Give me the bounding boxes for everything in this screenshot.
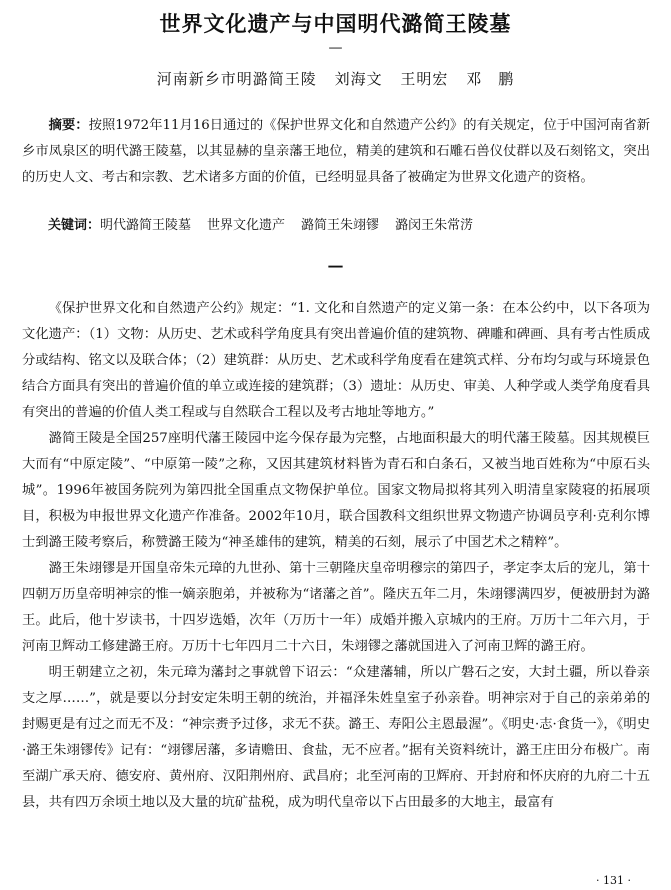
keyword-item: 潞闵王朱常淓 [395,218,474,233]
abstract-label: 摘要： [48,118,89,133]
page-number: · 131 · [596,874,631,887]
keyword-item: 世界文化遗产 [207,218,286,233]
keywords [22,213,650,239]
body-paragraph: 潞王朱翊镠是开国皇帝朱元璋的九世孙、第十三朝隆庆皇帝明穆宗的第四子，孝定李太后的宠儿，第十四朝万历皇帝明神宗的惟一嫡亲胞弟，并被称为“诸藩之首”。隆庆五年二月，朱翊镠满四岁，便被册封为潞王。此后，他十岁读书，十四岁选婚，次年（万历十一年）成婚并搬入京城内的王府。万历十二年六月，于河南卫辉动工修建潞王府。万历十七年四月二十六日，朱翊镠之藩就国进入了河南卫辉的潞王府。 [22,561,650,654]
article-title: 世界文化遗产与中国明代潞简王陵墓 [159,11,512,36]
author-line [0,68,671,89]
author-name: 王明宏 [400,70,449,88]
author-affiliation: 河南新乡市明潞简王陵 [156,70,317,88]
body-paragraph: 潞简王陵是全国257座明代藩王陵园中迄今保存最为完整，占地面积最大的明代藩王陵墓。因其规模巨大而有“中原定陵”、“中原第一陵”之称，又因其建筑材料皆为青石和白条石，又被当地百姓称为“中原石头城”。1996年被国务院列为第四批全国重点文物保护单位。国家文物局拟将其列入明清皇家陵寝的拓展项目，积极为申报世界文化遗产作准备。2002年10月，联合国教科文组织世界文物遗产协调员亨利·克利尔博士到潞王陵考察后，称赞潞王陵为“神圣雄伟的建筑，精美的石刻，展示了中国艺术之精粹”。 [22,431,650,550]
author-name: 刘海文 [334,70,383,88]
abstract-text: 按照1972年11月16日通过的《保护世界文化和自然遗产公约》的有关规定，位于中国河南省新乡市凤泉区的明代潞王陵墓，以其显赫的皇亲藩王地位，精美的建筑和石雕石兽仪仗群以及石刻铭文，突出的历史人文、考古和宗教、艺术诸多方面的价值，已经明显具备了被确定为世界文化遗产的资格。 [22,118,650,185]
keywords-label: 关键词： [48,218,101,233]
body-paragraph: 明王朝建立之初，朱元璋为藩封之事就曾下诏云：“众建藩辅，所以广磐石之安，大封土疆，所以眷亲支之厚……”，就是要以分封安定朱明王朝的统治，并福泽朱姓皇室子孙亲眷。明神宗对于自己的亲弟弟的封赐更是有过之而无不及：“神宗赉予过侈，求无不获。潞王、寿阳公主恩最渥”。《明史·志·食货一》，《明史·潞王朱翊镠传》记有：“翊镠居藩，多请赡田、食盐，无不应者。”据有关资料统计，潞王庄田分布极广。南至湖广承天府、德安府、黄州府、汉阳荆州府、武昌府；北至河南的卫辉府、开封府和怀庆府的九府二十五县，共有四万余顷土地以及大量的坑矿盐税，成为明代皇帝以下占田最多的大地主，最富有 [22,665,650,810]
keyword-item: 潞简王朱翊镠 [301,218,380,233]
section-number: — [327,256,344,275]
body-paragraph: 《保护世界文化和自然遗产公约》规定：“1. 文化和自然遗产的定义第一条：在本公约中，以下各项为文化遗产：（1）文物：从历史、艺术或科学角度具有突出普遍价值的建筑物、碑雕和碑画、具有考古性质成分或结构、铭文以及联合体；（2）建筑群：从历史、艺术或科学角度看在建筑式样、分布均匀或与环境景色结合方面具有突出的普遍价值的单立或连接的建筑群；（3）遗址：从历史、审美、人种学或人类学角度看具有突出的普遍的价值人类工程或与自然联合工程以及考古地址等地方。” [22,301,650,420]
title-dash: — [328,40,343,56]
body-text [22,296,650,816]
abstract [22,113,650,191]
keyword-item: 明代潞简王陵墓 [100,218,192,233]
author-name: 邓 鹏 [466,70,515,88]
